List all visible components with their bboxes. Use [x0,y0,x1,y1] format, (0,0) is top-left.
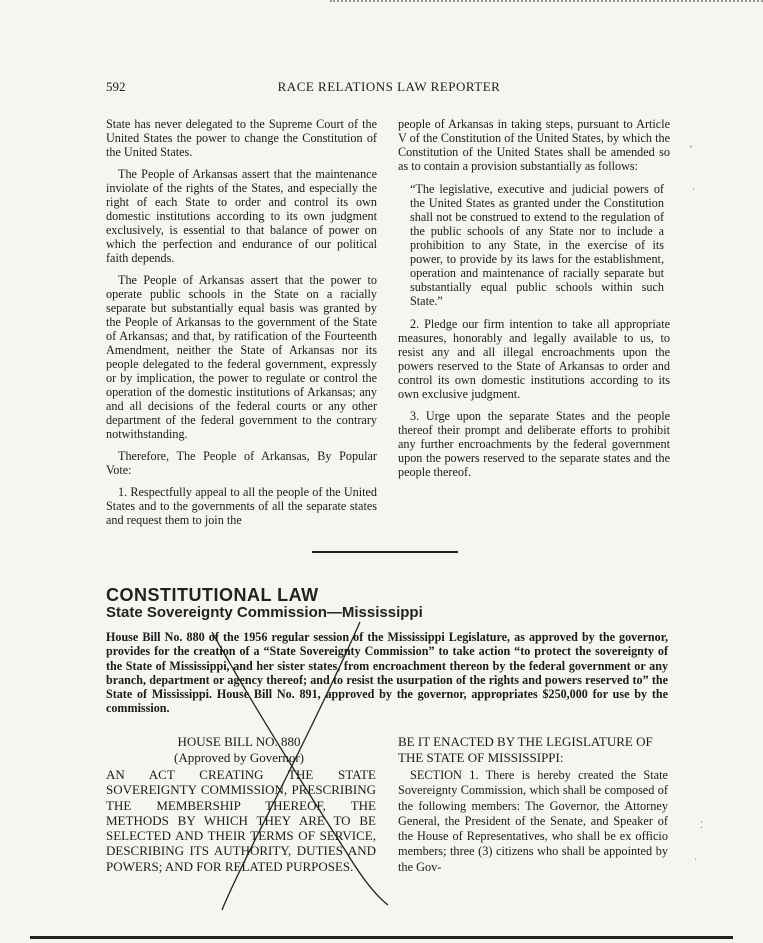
paragraph: people of Arkansas in taking steps, pursuant to Article V of the Constitution of the United States, by which the Constitution of the United States shall be amended so as to contain a provision substantially as follows: [398,117,670,173]
section-title: CONSTITUTIONAL LAW [106,585,319,605]
section-1-text: SECTION 1. There is hereby created the State Sovereignty Commission, which shall be composed of the following members: The Governor, the Attorney General, the President of the Senate, and Speaker of the House of Representatives, who shall be ex officio members; three (3) citizens who shall be appointed by the Gov- [398,768,668,874]
paragraph: 1. Respectfully appeal to all the people of the United States and to the governments of all the separate states and request them to join the [106,485,377,527]
right-column [398,117,670,487]
left-column [106,117,377,535]
bill-approval: (Approved by Governor) [174,750,304,765]
paragraph: 3. Urge upon the separate States and the people thereof their prompt and deliberate efforts to prohibit any further encroachments by the federal government upon the powers reserved to the separate states and the people thereof. [398,409,670,479]
margin-mark: ⸴ [690,140,693,150]
page-header [106,79,672,95]
act-title: AN ACT CREATING THE STATE SOVEREIGNTY COMMISSION, PRESCRIBING THE MEMBERSHIP THEREOF, THE METHODS BY WHICH THEY ARE TO BE SELECTED AND THEIR TERMS OF SERVICE, DESCRIBING ITS AUTHORITY, DUTIES AND POWERS; AND FOR RELATED PURPOSES. [106,767,376,874]
page-number: 592 [106,79,126,94]
bottom-rule [30,936,733,939]
paragraph: The People of Arkansas assert that the power to operate public schools in the State on a racially separate but substantially equal basis was granted by the People of Arkansas to the government of the State of Arkansas; and that, by ratification of the Fourteenth Amendment, neither the State of Arkansas nor its people delegated to the federal government, expressly or by implication, the power to regulate or control the operation of the domestic institutions of Arkansas; any and all decisions of the federal courts or any other department of the federal government to the contrary notwithstanding. [106,273,377,441]
paragraph: Therefore, The People of Arkansas, By Popular Vote: [106,449,377,477]
bill-heading [106,734,372,766]
block-quote: “The legislative, executive and judicial powers of the United States as granted under the Constitution shall not be construed to extend to the regulation of the public schools of any State nor to include a prohibition to any State, in the exercise of its power, to provide by its laws for the establishment, operation and maintenance of racially separate but substantially equal public schools within such State.” [410,182,664,308]
section-divider [312,551,458,553]
running-head: RACE RELATIONS LAW REPORTER [277,79,501,94]
paragraph: 2. Pledge our firm intention to take all appropriate measures, honorably and legally available to us, to resist any and all illegal encroachments upon the powers reserved to the State of Arkansas to order and control its own domestic institutions according to its own exclusive judgment. [398,317,670,401]
margin-mark: ˌ [692,180,695,190]
paragraph: State has never delegated to the Supreme Court of the United States the power to change the Constitution of the United States. [106,117,377,159]
section-subtitle: State Sovereignty Commission—Mississippi [106,604,423,621]
top-dotted-border [330,0,763,2]
margin-mark: ⁚ [700,820,703,830]
headnote: House Bill No. 880 of the 1956 regular session of the Mississippi Legislature, as approved by the governor, provides for the creation of a “State Sovereignty Commission” to take action “to protect the sovereignty of the State of Mississippi, and her sister states, from encroachment thereon by the federal government or any branch, department or agency thereof; and to resist the usurpation of the rights and powers reserved to” the State of Mississippi. House Bill No. 891, approved by the governor, appropriates $250,000 for use by the commission. [106,630,668,716]
margin-mark: ˈ [694,857,697,867]
enacting-clause: BE IT ENACTED BY THE LEGISLATURE OF THE STATE OF MISSISSIPPI: [398,734,653,765]
paragraph: The People of Arkansas assert that the maintenance inviolate of the rights of the States, and especially the right of each State to order and control its own domestic institutions according to its own judgment exclusively, is essential to that balance of power on which the perfection and endurance of our political faith depends. [106,167,377,265]
bill-number: HOUSE BILL NO. 880 [177,734,301,749]
